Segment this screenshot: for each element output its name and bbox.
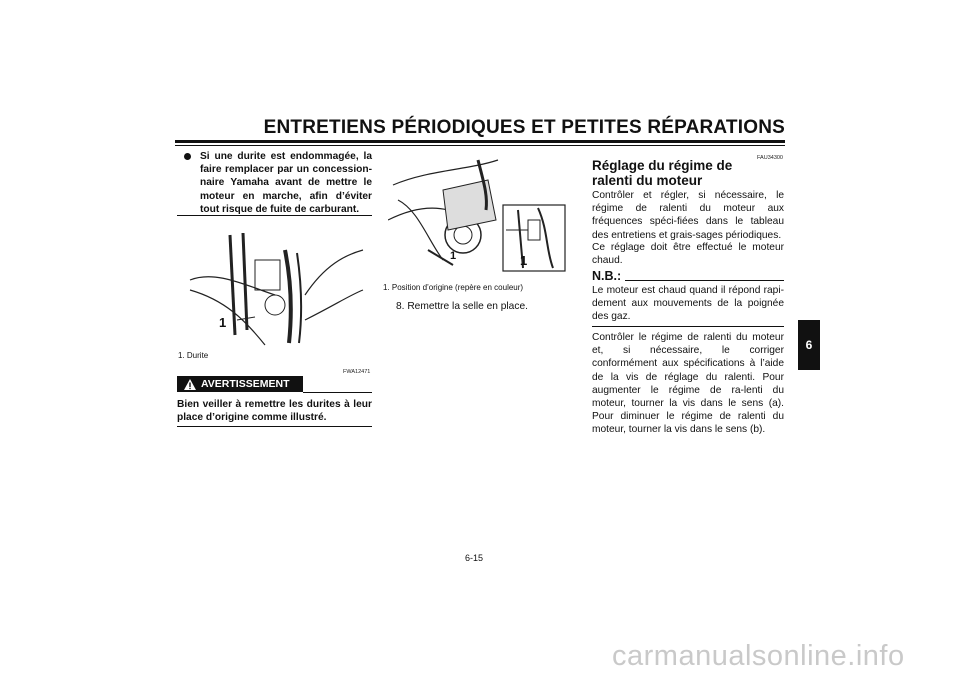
- chapter-tab: 6: [798, 320, 820, 370]
- bullet-end-rule: [177, 215, 372, 216]
- header-rule: [175, 140, 785, 143]
- nb-label: N.B.:: [592, 269, 622, 283]
- section-body: Contrôler le régime de ralenti du moteur et, si nécessaire, le corriger conformément aux spécifications à l’aide de la vis de réglage du ralenti. Pour augmenter le régime de ra-lenti du moteur, tourner la vis dans le sens (a). Pour diminuer le régime de ralenti du moteur, tourner la vis dans le sens (b).: [592, 332, 784, 436]
- bullet-icon: [184, 153, 191, 160]
- page-number: 6-15: [465, 553, 484, 563]
- warning-header-rule: [303, 392, 372, 393]
- section-code: FAU34300: [757, 155, 783, 161]
- step-8: 8. Remettre la selle en place.: [396, 301, 528, 312]
- carburetor-illustration: [388, 150, 568, 275]
- section-intro: Contrôler et régler, si nécessaire, le régime de ralenti du moteur aux fréquences spéci-fiées dans le tableau des entretiens et grais-sages périodiques.: [592, 190, 784, 241]
- nb-rule: [625, 280, 784, 281]
- section-intro-2: Ce réglage doit être effectué le moteur chaud.: [592, 242, 784, 267]
- callout-number-inset: 1: [520, 253, 528, 268]
- hose-illustration: [185, 225, 365, 350]
- warning-banner: [177, 376, 303, 392]
- warning-end-rule: [177, 426, 372, 427]
- section-title: Réglage du régime de ralenti du moteur: [592, 158, 733, 188]
- figure-caption: 1. Durite: [178, 351, 209, 360]
- figure-caption: 1. Position d’origine (repère en couleur): [383, 283, 524, 292]
- callout-number: 1: [219, 315, 227, 330]
- warning-code: FWA12471: [343, 369, 371, 375]
- header-rule-thin: [175, 145, 785, 146]
- nb-end-rule: [592, 326, 784, 327]
- nb-text: Le moteur est chaud quand il répond rapi-dement aux mouvements de la poignée des gaz.: [592, 285, 784, 323]
- page-header-title: ENTRETIENS PÉRIODIQUES ET PETITES RÉPARATIONS: [263, 117, 785, 138]
- warning-text: Bien veiller à remettre les durites à leur place d’origine comme illustré.: [177, 399, 372, 424]
- idle-position-figure: [388, 150, 568, 275]
- warning-triangle-icon: [183, 378, 197, 391]
- watermark: carmanualsonline.info: [612, 640, 905, 672]
- callout-number: 1: [450, 250, 457, 262]
- hose-figure: [185, 225, 365, 350]
- warning-bullet-text: Si une durite est endommagée, la faire remplacer par un concession-naire Yamaha avant de mettre le moteur en marche, afin d’éviter tout risque de fuite de carburant.: [200, 151, 372, 215]
- warning-label: AVERTISSEMENT: [201, 378, 290, 390]
